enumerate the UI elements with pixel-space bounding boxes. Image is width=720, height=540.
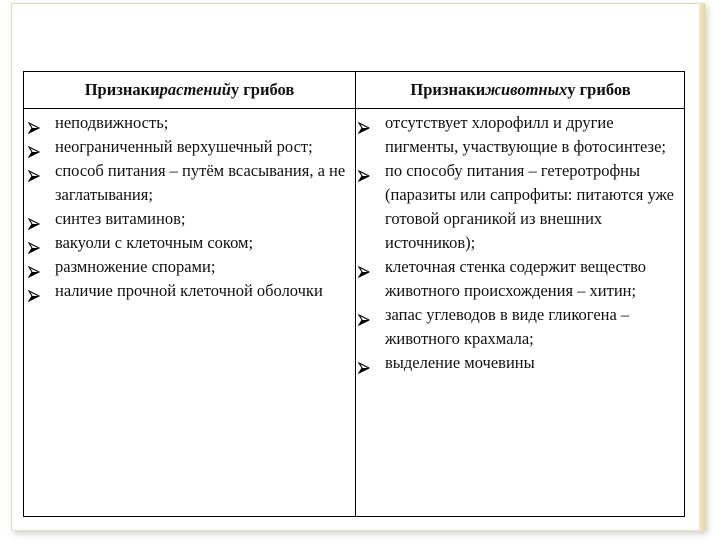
- list-item: синтез витаминов;: [28, 207, 346, 231]
- list-item: клеточная стенка содержит вещество животного происхождения – хитин;: [358, 255, 680, 303]
- list-item: неподвижность;: [28, 111, 346, 135]
- arrowhead-bullet-icon: [28, 117, 40, 129]
- list-item: запас углеводов в виде гликогена – животного крахмала;: [358, 303, 680, 351]
- left-column-header: [24, 72, 355, 108]
- arrowhead-bullet-icon: [28, 285, 40, 297]
- arrowhead-bullet-icon: [28, 141, 40, 153]
- column-divider: [355, 72, 356, 516]
- list-item: неограниченный верхушечный рост;: [28, 135, 346, 159]
- animal-traits-list: [358, 111, 680, 375]
- right-column-header: [356, 72, 685, 108]
- list-item: выделение мочевины: [358, 351, 680, 375]
- list-item: вакуоли с клеточным соком;: [28, 231, 346, 255]
- arrowhead-bullet-icon: [358, 357, 370, 369]
- right-header-suffix: у грибов: [567, 80, 631, 99]
- left-header-suffix: у грибов: [230, 80, 295, 99]
- arrowhead-bullet-icon: [358, 165, 370, 177]
- arrowhead-bullet-icon: [358, 261, 370, 273]
- list-item: размножение спорами;: [28, 255, 346, 279]
- arrowhead-bullet-icon: [28, 165, 40, 177]
- left-header-prefix: Признаки: [84, 80, 160, 99]
- comparison-table: [23, 71, 685, 517]
- arrowhead-bullet-icon: [358, 117, 370, 129]
- header-divider: [24, 108, 684, 109]
- left-header-emphasis: растений: [159, 80, 231, 99]
- arrowhead-bullet-icon: [28, 213, 40, 225]
- list-item: отсутствует хлорофилл и другие пигменты, участвующие в фотосинтезе;: [358, 111, 680, 159]
- slide-frame-edge: [699, 3, 705, 531]
- arrowhead-bullet-icon: [28, 237, 40, 249]
- arrowhead-bullet-icon: [28, 261, 40, 273]
- plant-traits-list: [28, 111, 346, 303]
- right-header-prefix: Признаки: [410, 80, 486, 99]
- right-header-emphasis: животных: [485, 80, 568, 99]
- list-item: способ питания – путём всасывания, а не заглатывания;: [28, 159, 346, 207]
- list-item: наличие прочной клеточной оболочки: [28, 279, 346, 303]
- arrowhead-bullet-icon: [358, 309, 370, 321]
- list-item: по способу питания – гетеротрофны (паразиты или сапрофиты: питаются уже готовой органикой из внешних источников);: [358, 159, 680, 255]
